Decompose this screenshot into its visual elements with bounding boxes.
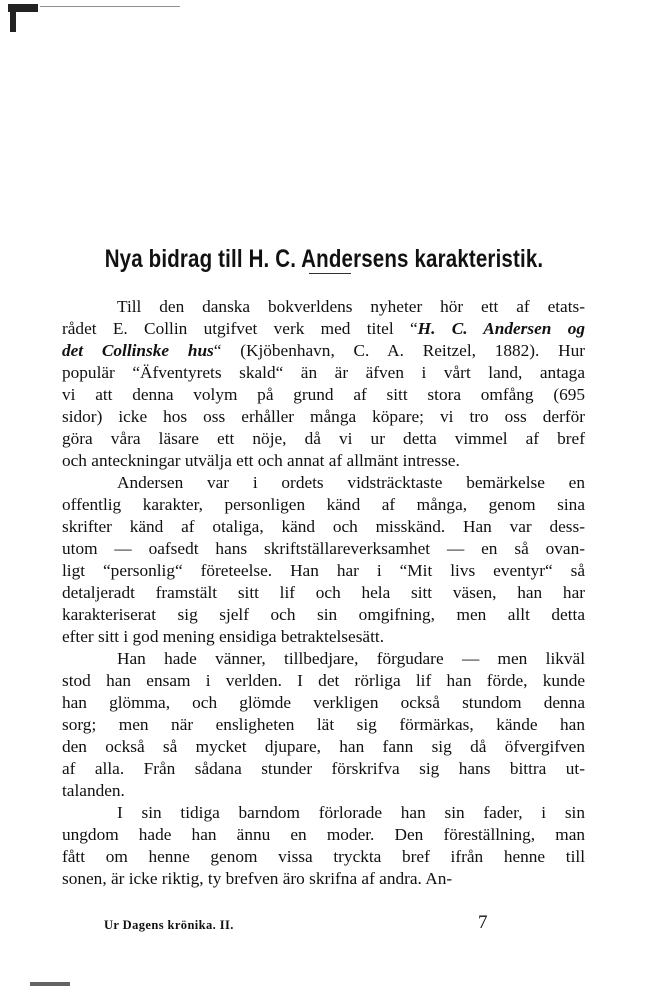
- text-span: den också så mycket djupare, han fann sig då öfvergifven: [62, 737, 585, 756]
- text-span: ungdom hade han ännu en moder. Den föreställning, man: [62, 825, 585, 844]
- text-span: efter sitt i god mening ensidiga betraktelsesätt.: [62, 627, 385, 646]
- text-line: [62, 868, 585, 890]
- text-line: [62, 318, 585, 340]
- text-span: göra våra läsare ett nöje, då vi ur detta vimmel af bref: [62, 429, 585, 448]
- text-line: [62, 802, 585, 824]
- text-span: stod han ensam i verlden. I det rörliga lif han förde, kunde: [62, 671, 585, 690]
- text-line: [62, 758, 585, 780]
- text-line: [62, 604, 585, 626]
- text-span: sonen, är icke riktig, ty brefven äro skrifna af andra. An-: [62, 869, 453, 888]
- paragraph: [62, 802, 585, 890]
- text-line: [62, 538, 585, 560]
- text-line: [62, 494, 585, 516]
- text-span: Till den danska bokverldens nyheter hör ett af etats-: [117, 297, 585, 316]
- article-title: Nya bidrag till H. C. Andersens karakteristik.: [104, 244, 544, 273]
- italic-title: H. C. Andersen og: [417, 319, 586, 338]
- paragraph: [62, 296, 585, 472]
- text-span: populär “Äfventyrets skald“ än är äfven i vårt land, antaga: [62, 363, 585, 382]
- text-span: Andersen var i ordets vidsträcktaste bemärkelse en: [117, 473, 585, 492]
- text-line: [62, 472, 585, 494]
- text-span: sorg; men när ensligheten lät sig förmärkas, kände han: [62, 715, 585, 734]
- text-line: [62, 582, 585, 604]
- text-line: [62, 428, 585, 450]
- text-span: “ (Kjöbenhavn, C. A. Reitzel, 1882). Hur: [213, 341, 585, 360]
- text-span: af alla. Från sådana stunder förskrifva sig hans bittra ut-: [62, 759, 585, 778]
- text-line: [62, 824, 585, 846]
- page-number: 7: [478, 912, 488, 933]
- scan-artifact: [40, 6, 180, 7]
- text-span: och anteckningar utvälja ett och annat af allmänt intresse.: [62, 451, 460, 470]
- text-span: utom — oafsedt hans skriftställareverksamhet — en så ovan-: [62, 539, 585, 558]
- text-line: [62, 736, 585, 758]
- text-span: vi att denna volym på grund af sitt stora omfång (695: [62, 385, 585, 404]
- article-body: [62, 296, 585, 890]
- text-line: [62, 846, 585, 868]
- text-line: [62, 560, 585, 582]
- text-span: I sin tidiga barndom förlorade han sin fader, i sin: [117, 803, 585, 822]
- text-span: talanden.: [62, 781, 125, 800]
- paragraph: [62, 648, 585, 802]
- text-span: han glömma, och glömde verkligen också stundom denna: [62, 693, 585, 712]
- text-line: [62, 692, 585, 714]
- text-span: offentlig karakter, personligen känd af många, genom sina: [62, 495, 585, 514]
- text-span: rådet E. Collin utgifvet verk med titel “: [62, 319, 418, 338]
- text-span: detaljeradt framstält sitt lif och hela sitt väsen, han har: [62, 583, 585, 602]
- paragraph: [62, 472, 585, 648]
- signature-mark: Ur Dagens krönika. II.: [104, 918, 234, 932]
- text-line: [62, 780, 585, 802]
- text-span: karakteriserat sig sjelf och sin omgifning, men allt detta: [62, 605, 585, 624]
- text-line: [62, 714, 585, 736]
- text-line: [62, 362, 585, 384]
- scan-artifact: [30, 982, 70, 986]
- text-line: [62, 296, 585, 318]
- text-line: [62, 648, 585, 670]
- italic-title: det Collinske hus: [62, 341, 214, 360]
- text-span: Han hade vänner, tillbedjare, förgudare — men likväl: [117, 649, 585, 668]
- text-span: skrifter känd af otaliga, känd och misskänd. Han var dess-: [62, 517, 585, 536]
- text-line: [62, 450, 585, 472]
- text-span: fått om henne genom vissa tryckta bref ifrån henne till: [62, 847, 585, 866]
- title-divider: [309, 273, 351, 274]
- text-span: ligt “personlig“ företeelse. Han har i “Mit livs eventyr“ så: [62, 561, 585, 580]
- text-line: [62, 516, 585, 538]
- text-span: sidor) icke hos oss erhåller många köpare; vi tro oss derför: [62, 407, 585, 426]
- text-line: [62, 626, 585, 648]
- scan-artifact: [10, 10, 16, 32]
- text-line: [62, 384, 585, 406]
- text-line: [62, 670, 585, 692]
- text-line: [62, 340, 585, 362]
- text-line: [62, 406, 585, 428]
